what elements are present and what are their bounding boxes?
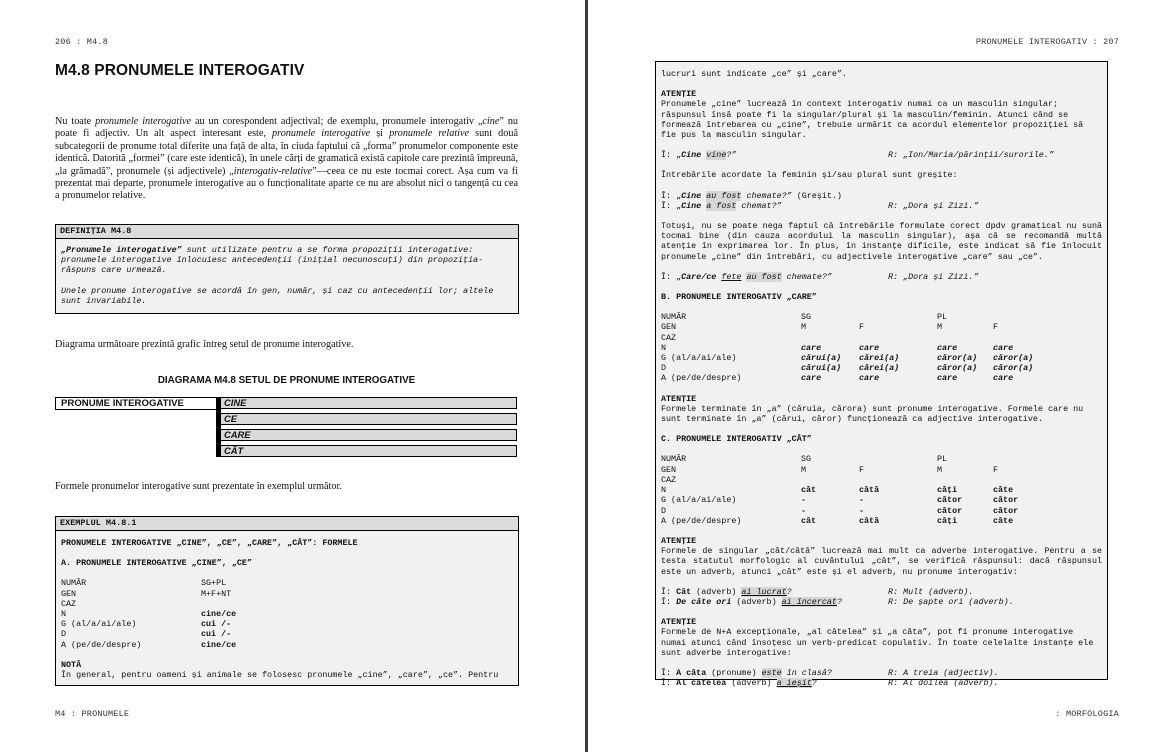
question-part: A câta	[676, 667, 707, 678]
question-part: în clasă?	[781, 667, 832, 678]
definition-term: „Pronumele interogative”	[61, 245, 182, 255]
question-prefix: Î: „	[661, 190, 682, 201]
table-cell: care	[993, 342, 1014, 353]
qa-example-4	[661, 272, 1102, 282]
row-label: NUMĂR	[61, 578, 87, 589]
question-part: Î:	[661, 586, 677, 597]
question-verb: vine	[706, 150, 727, 161]
table-cell: PL	[937, 312, 948, 323]
question-end: chemate?”	[781, 271, 832, 282]
table-cell: câtor	[937, 505, 963, 516]
definition-box-header: DEFINIȚIA M4.8	[56, 225, 518, 239]
table-cell: câte	[993, 485, 1014, 496]
left-page	[0, 0, 585, 752]
row-label: A (pe/de/despre)	[661, 515, 742, 526]
table-cell	[859, 312, 937, 322]
question	[661, 678, 888, 688]
table-cell	[993, 475, 1053, 485]
diagram-node-cine: CINE	[221, 397, 517, 409]
table-cell: care	[859, 342, 880, 353]
diagram-intro: Diagrama următoare prezintă grafic întreg setul de pronume interogative.	[55, 339, 354, 350]
table-cell	[993, 454, 1053, 464]
question-part: De câte ori	[676, 596, 732, 607]
table-cell: cui /-	[201, 619, 232, 630]
definition-paragraph-1	[61, 245, 513, 276]
question-pronoun: Cine	[681, 190, 702, 201]
diagram-node-cat: CÂT	[221, 445, 517, 457]
table-care	[661, 312, 1102, 383]
table-cell: câți	[937, 515, 958, 526]
row-label: A (pe/de/despre)	[61, 639, 142, 650]
section-c-qa	[661, 587, 1102, 607]
table-cell: F	[859, 322, 865, 333]
question-part: ?	[836, 596, 842, 607]
question-part: a ieșit	[776, 678, 812, 689]
table-cell: -	[859, 495, 865, 506]
attention-text: Pronumele „cine” lucrează în context interogativ numai ca un masculin singular; răspunsul însă poate fi la singular/plural și la masculin/feminin. Atunci când se formează întrebarea cu „cine”, trebuie urmărit ca acordul elementelor propoziției să fie pus la masculin singular.	[661, 99, 1084, 141]
table-cell: câtor	[993, 495, 1019, 506]
continued-text: lucruri sunt indicate „ce” și „care”.	[661, 69, 847, 79]
question	[661, 587, 888, 597]
section-c-title: C. PRONUMELE INTEROGATIV „CÂT”	[661, 434, 812, 445]
table-cell: cărui(a)	[801, 353, 842, 364]
question-end: ?”	[726, 150, 737, 161]
note-text: În general, pentru oameni și animale se folosesc pronumele „cine”, „care”, „ce”. Pentru	[61, 670, 499, 681]
table-cell: cărui(a)	[801, 363, 842, 374]
row-label: GEN	[61, 588, 77, 599]
table-cell: cine/ce	[201, 609, 237, 620]
question-part: Î:	[661, 596, 677, 607]
text-run: au un corespondent adjectival; de exemplu, pronumele interogativ „	[191, 116, 483, 127]
wrong-intro: Întrebările acordate la feminin și/sau plural sunt greșite:	[661, 170, 958, 181]
answer: R: Al doilea (adverb).	[888, 678, 999, 689]
table-cell: M	[801, 464, 807, 475]
answer: R: A treia (adjectiv).	[888, 667, 999, 678]
table-cell: căror(a)	[993, 363, 1034, 374]
table-cell: câtă	[859, 515, 880, 526]
table-cell: -	[801, 505, 807, 516]
table-cell: F	[993, 322, 999, 333]
question-part: (adverb)	[726, 678, 777, 689]
question	[661, 272, 888, 282]
table-cell: căror(a)	[937, 353, 978, 364]
question-part: ai lucrat	[741, 586, 787, 597]
continued-box-body	[656, 62, 1107, 694]
table-cell	[993, 333, 1053, 343]
question-prefix: Î: „	[661, 271, 682, 282]
example-intro: Formele pronumelor interogative sunt prezentate în exemplul următor.	[55, 481, 342, 492]
question-part: ai încercat	[781, 596, 837, 607]
text-run: ” nu poate fi adjectiv. Un alt aspect interesant este,	[55, 116, 519, 140]
row-label: N	[661, 485, 667, 496]
table-cell	[801, 475, 859, 485]
answer: R: Mult (adverb).	[888, 586, 974, 597]
right-running-header: PRONUMELE INTEROGATIV : 207	[975, 37, 1119, 47]
question-end: chemate?”	[741, 190, 792, 201]
section-c-attention-label: ATENȚIE	[661, 535, 697, 546]
diagram-node-ce: CE	[221, 413, 517, 425]
question-pronoun: Care/ce	[681, 271, 717, 282]
row-label: D	[661, 363, 667, 374]
question	[661, 150, 888, 160]
row-label: G (al/a/ai/ale)	[661, 495, 737, 506]
row-label: CAZ	[661, 332, 677, 343]
table-cell: cărei(a)	[859, 363, 900, 374]
question-pronoun: Cine	[681, 200, 702, 211]
italic-term: pronumele interogative	[272, 128, 371, 140]
question-part: Î:	[661, 667, 677, 678]
diagram-title: DIAGRAMA M4.8 SETUL DE PRONUME INTEROGATIVE	[157, 375, 416, 386]
row-label: A (pe/de/despre)	[661, 373, 742, 384]
row-label: G (al/a/ai/ale)	[661, 353, 737, 364]
question-verb: au fost	[706, 190, 742, 201]
italic-term: cine	[482, 116, 500, 127]
text-run: sunt două subcategorii de pronume total diferite una față de alta, în ciuda faptului că „forma” pronumelor componente este identică. Datorită „formei” (care este identică), în unele cărți de gramatică există capitole care prezintă împreună, „la grămadă”, pronumele (și adjectivele) „	[55, 128, 518, 177]
diagram-node-care: CARE	[221, 429, 517, 441]
section-b-title: B. PRONUMELE INTEROGATIV „CARE”	[661, 292, 817, 303]
table-cell: care	[859, 373, 880, 384]
question	[661, 191, 1102, 201]
table-cell: SG	[801, 454, 812, 465]
qa-example-2-3	[661, 191, 1102, 211]
table-cell: F	[859, 464, 865, 475]
table-cell: -	[859, 505, 865, 516]
table-cell: care	[801, 342, 822, 353]
row-label: CAZ	[61, 598, 77, 609]
section-a-title: A. PRONUMELE INTEROGATIVE „CINE”, „CE”	[61, 558, 252, 569]
section-b-attention-label: ATENȚIE	[661, 393, 697, 404]
table-cell: cui /-	[201, 629, 232, 640]
qa-row	[661, 678, 1102, 688]
question	[661, 668, 888, 678]
row-label: GEN	[661, 464, 677, 475]
question-part: ?	[811, 678, 817, 689]
answer: R: „Dora și Zizi.”	[888, 200, 979, 211]
question-note: (Greșit.)	[791, 190, 842, 201]
table-cell: M+F+NT	[201, 588, 232, 599]
row-label: GEN	[661, 322, 677, 333]
section-c-attention-text: Formele de singular „cât/câtă” lucrează mai mult ca adverbe interogative. Pentru a se testa statutul morfologic al cuvântului „cât”, se verifică răspunsul: dacă răspunsul este un adverb, atunci „cât” este și el adverb, nu pronume interogativ:	[661, 546, 1102, 577]
row-label: NUMĂR	[661, 454, 687, 465]
text-run: Nu toate	[55, 116, 96, 127]
table-cell: care	[801, 373, 822, 384]
answer: R: „Dora și Zizi.”	[888, 271, 979, 282]
table-cell	[801, 333, 859, 343]
question-part: (adverb)	[691, 586, 742, 597]
question-verb: a fost	[706, 200, 737, 211]
right-page	[588, 0, 1172, 752]
example-box-body	[56, 531, 518, 686]
row-label: CAZ	[661, 474, 677, 485]
final-qa	[661, 668, 1102, 688]
note-label: NOTĂ	[61, 659, 82, 670]
row-label: D	[61, 629, 67, 640]
table-cell: câtor	[993, 505, 1019, 516]
table-cell: SG	[801, 312, 812, 323]
table-cell	[859, 333, 937, 343]
question-end: chemat?”	[736, 200, 782, 211]
question-noun: fete	[721, 271, 742, 282]
final-attention-label: ATENȚIE	[661, 617, 697, 628]
qa-row	[661, 668, 1102, 678]
table-cell	[993, 312, 1053, 322]
table-cell: care	[937, 373, 958, 384]
question	[661, 201, 888, 211]
text-run: ”—ceea ce nu este tocmai corect. Așa cum va fi prezentat mai departe, pronumele interogative au o funcționalitate aparte ce nu are absolut nici o tangență cu cea a pronumelor relative.	[55, 165, 518, 202]
definition-box-body	[56, 239, 518, 322]
table-cell: câtor	[937, 495, 963, 506]
example-box-header: EXEMPLUL M4.8.1	[56, 517, 518, 531]
table-cell	[859, 454, 937, 464]
table-cell: PL	[937, 454, 948, 465]
example-box	[55, 516, 519, 686]
question-prefix: Î: „	[661, 150, 682, 161]
qa-row	[661, 597, 1102, 607]
right-footer: : MORFOLOGIA	[1055, 709, 1119, 719]
row-label: N	[61, 609, 67, 620]
question-part: (pronume)	[706, 667, 762, 678]
answer: R: De șapte ori (adverb).	[888, 596, 1014, 607]
table-cell: -	[801, 495, 807, 506]
however-text: Totuși, nu se poate nega faptul că întrebările formulate corect dpdv gramatical nu sună tocmai bine (din cauza acordului la masculin singular), așa că se recomandă multă atenție în exprimarea lor. În plus, în instanțe dificile, este indicat să fie înlocuit pronumele „cine” din întrebări, cu adjectivele interogative „care” sau „ce”.	[661, 221, 1102, 262]
question-part: Î:	[661, 678, 677, 689]
question-part: este	[761, 667, 782, 678]
question-part: Cât	[676, 586, 692, 597]
section-b-attention-text: Formele terminate în „a” (căruia, cărora) sunt pronume interogative. Formele care nu sunt terminate în „a” (cărui, căror) funcționează ca adjective interogative.	[661, 403, 1084, 425]
italic-term: pronumele interogative	[95, 116, 192, 127]
example-heading: PRONUMELE INTEROGATIVE „CINE”, „CE”, „CARE”, „CÂT”: FORMELE	[61, 538, 358, 548]
italic-term: pronumele relative	[389, 128, 470, 140]
qa-example-1	[661, 150, 1102, 160]
table-cell: care	[937, 342, 958, 353]
final-attention-text: Formele de N+A excepționale, „al câtelea” și „a câta”, pot fi pronume interogative numai atunci când însoțesc un verb-predicat copulativ. În toate celelalte instanțe ele sunt adverbe interogative:	[661, 627, 1094, 658]
definition-text: sunt utilizate pentru a se forma propoziții interogative: pronumele interogative înlocuiesc antecedenții (inițial necunoscuți) din propoziția-răspuns care urmează.	[61, 245, 484, 276]
left-footer: M4 : PRONUMELE	[55, 709, 130, 719]
question-part: ?	[786, 586, 792, 597]
table-cell: câți	[937, 485, 958, 496]
table-cell: F	[993, 464, 999, 475]
definition-paragraph-2: Unele pronume interogative se acordă în gen, număr, și caz cu antecedenții lor; altele sunt invariabile.	[61, 285, 494, 306]
question-part: Al câtelea	[676, 678, 727, 689]
question	[661, 597, 888, 607]
row-label: NUMĂR	[661, 312, 687, 323]
attention-label: ATENȚIE	[661, 89, 697, 100]
table-cell: cât	[801, 485, 817, 496]
row-label: N	[661, 342, 667, 353]
table-cell: SG+PL	[201, 578, 227, 589]
table-cell: M	[937, 322, 943, 333]
table-cell: căror(a)	[937, 363, 978, 374]
intro-paragraph	[55, 116, 518, 203]
italic-term: interogativ-relative	[233, 165, 313, 177]
table-cell: câte	[993, 515, 1014, 526]
qa-row	[661, 587, 1102, 597]
continued-example-box	[655, 61, 1108, 689]
question-prefix: Î: „	[661, 200, 682, 211]
table-cell: care	[993, 373, 1014, 384]
table-cell	[201, 599, 401, 609]
table-cell: cine/ce	[201, 639, 237, 650]
table-cell: cărei(a)	[859, 353, 900, 364]
definition-box	[55, 224, 519, 314]
question-verb: au fost	[746, 271, 782, 282]
table-cell	[859, 475, 937, 485]
row-label: D	[661, 505, 667, 516]
qa-row	[661, 201, 1102, 211]
table-cell: cât	[801, 515, 817, 526]
table-cell	[937, 475, 993, 485]
table-cell: M	[801, 322, 807, 333]
table-cell: M	[937, 464, 943, 475]
page-title: M4.8 PRONUMELE INTEROGATIV	[55, 62, 305, 79]
text-run: și	[370, 128, 390, 140]
table-cat	[661, 454, 1102, 525]
left-running-header: 206 : M4.8	[55, 37, 109, 47]
question-pronoun: Cine	[681, 150, 702, 161]
diagram-root-node: PRONUME INTEROGATIVE	[55, 397, 221, 410]
table-cell: câtă	[859, 485, 880, 496]
row-label: G (al/a/ai/ale)	[61, 619, 137, 630]
table-cell: căror(a)	[993, 353, 1034, 364]
question-part: (adverb)	[731, 596, 782, 607]
answer: R: „Ion/Maria/părinții/surorile.”	[888, 150, 1054, 161]
table-cell	[937, 333, 993, 343]
table-cine-ce	[61, 578, 513, 649]
